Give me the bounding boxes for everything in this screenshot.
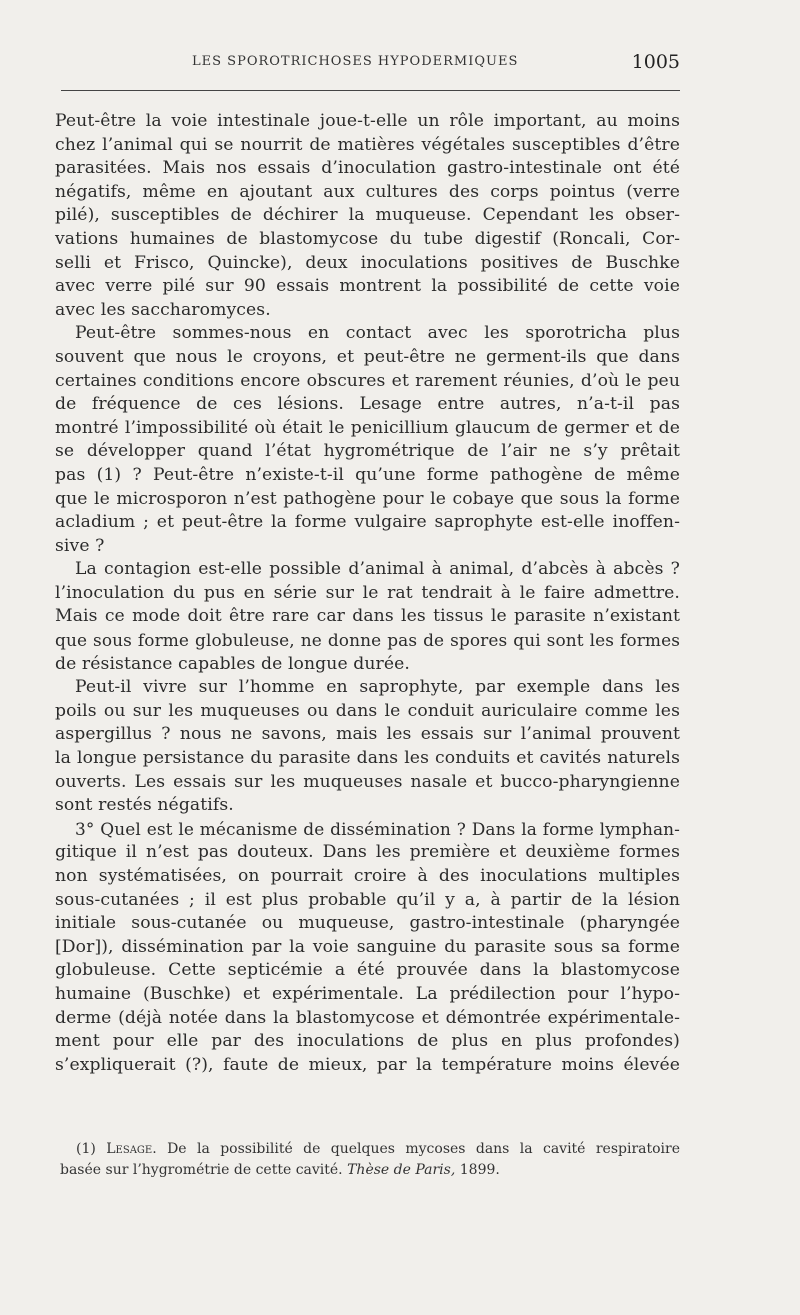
text-line: acladium ; et peut-être la forme vulgaire saprophyte est-elle inoffen- xyxy=(55,512,680,533)
text-line: avec verre pilé sur 90 essais montrent la possibilité de cette voie xyxy=(55,276,680,297)
footnote-line xyxy=(60,1160,680,1181)
text-line: chez l’animal qui se nourrit de matières végétales susceptibles d’être xyxy=(55,134,680,155)
text-line: parasitées. Mais nos essais d’inoculation gastro-intestinale ont été xyxy=(55,158,680,179)
text-line: de fréquence de ces lésions. Lesage entre autres, n’a-t-il pas xyxy=(55,394,680,415)
text-line: Peut-il vivre sur l’homme en saprophyte, par exemple dans les xyxy=(75,677,680,698)
text-line: se développer quand l’état hygrométrique de l’air ne s’y prêtait xyxy=(55,441,680,462)
text-line: de résistance capables de longue durée. xyxy=(55,653,410,674)
text-line: sous-cutanées ; il est plus probable qu’il y a, à partir de la lésion xyxy=(55,889,680,910)
text-line: s’expliquerait (?), faute de mieux, par la température moins élevée xyxy=(55,1054,680,1075)
text-line: Peut-être sommes-nous en contact avec les sporotricha plus xyxy=(75,323,680,344)
text-line: montré l’impossibilité où était le penicillium glaucum de germer et de xyxy=(55,417,680,438)
running-title: LES SPOROTRICHOSES HYPODERMIQUES xyxy=(192,54,519,69)
text-line: avec les saccharomyces. xyxy=(55,299,271,320)
text-line: Mais ce mode doit être rare car dans les tissus le parasite n’existant xyxy=(55,606,680,627)
text-line: que le microsporon n’est pathogène pour le cobaye que sous la forme xyxy=(55,488,680,509)
footnote-marker: (1) xyxy=(76,1141,96,1157)
body-text xyxy=(55,110,680,1077)
text-line: selli et Frisco, Quincke), deux inoculations positives de Buschke xyxy=(55,252,680,273)
footnote-year: 1899. xyxy=(459,1162,500,1178)
text-line: [Dor]), dissémination par la voie sanguine du parasite sous sa forme xyxy=(55,936,680,957)
text-line: Peut-être la voie intestinale joue-t-elle un rôle important, au moins xyxy=(55,111,680,131)
text-line: derme (déjà notée dans la blastomycose et démontrée expérimentale- xyxy=(55,1007,680,1028)
text-line: ment pour elle par des inoculations de plus en plus profondes) xyxy=(55,1031,680,1052)
page-number: 1005 xyxy=(631,51,680,73)
text-line: initiale sous-cutanée ou muqueuse, gastro-intestinale (pharyngée xyxy=(55,913,680,934)
text-line: La contagion est-elle possible d’animal à animal, d’abcès à abcès ? xyxy=(75,559,680,580)
text-line: non systématisées, on pourrait croire à des inoculations multiples xyxy=(55,866,680,886)
text-line: sive ? xyxy=(55,535,105,556)
footnote xyxy=(60,1139,680,1181)
text-line: sont restés négatifs. xyxy=(55,795,234,816)
text-line: l’inoculation du pus en série sur le rat tendrait à le faire admettre. xyxy=(55,582,680,603)
text-line: vations humaines de blastomycose du tube digestif (Roncali, Cor- xyxy=(55,228,680,249)
text-line: souvent que nous le croyons, et peut-être ne germent-ils que dans xyxy=(55,346,680,367)
text-line: 3° Quel est le mécanisme de dissémination ? Dans la forme lymphan- xyxy=(75,818,680,839)
text-line: pilé), susceptibles de déchirer la muqueuse. Cependant les obser- xyxy=(55,205,680,226)
text-line: négatifs, même en ajoutant aux cultures des corps pointus (verre xyxy=(55,181,680,202)
footnote-author: Lesage. xyxy=(106,1141,157,1157)
text-line: pas (1) ? Peut-être n’existe-t-il qu’une forme pathogène de même xyxy=(55,464,680,485)
text-line: la longue persistance du parasite dans les conduits et cavités naturels xyxy=(55,748,680,769)
text-line: gitique il n’est pas douteux. Dans les première et deuxième formes xyxy=(55,842,680,863)
text-line: aspergillus ? nous ne savons, mais les essais sur l’animal prouvent xyxy=(55,724,680,745)
page-header xyxy=(60,52,680,78)
text-line: que sous forme globuleuse, ne donne pas de spores qui sont les formes xyxy=(55,630,680,651)
header-rule xyxy=(61,90,680,91)
footnote-text: De la possibilité de quelques mycoses dans la cavité respiratoire xyxy=(167,1141,681,1157)
footnote-work-title: Thèse de Paris, xyxy=(347,1162,456,1178)
text-line: ouverts. Les essais sur les muqueuses nasale et bucco-pharyngienne xyxy=(55,771,680,792)
footnote-text: basée sur l’hygrométrie de cette cavité. xyxy=(60,1162,343,1178)
footnote-line xyxy=(60,1139,680,1160)
text-line: globuleuse. Cette septicémie a été prouvée dans la blastomycose xyxy=(55,960,680,981)
text-line: certaines conditions encore obscures et rarement réunies, d’où le peu xyxy=(55,370,680,391)
text-line: humaine (Buschke) et expérimentale. La prédilection pour l’hypo- xyxy=(55,983,680,1004)
text-line: poils ou sur les muqueuses ou dans le conduit auriculaire comme les xyxy=(55,700,680,721)
